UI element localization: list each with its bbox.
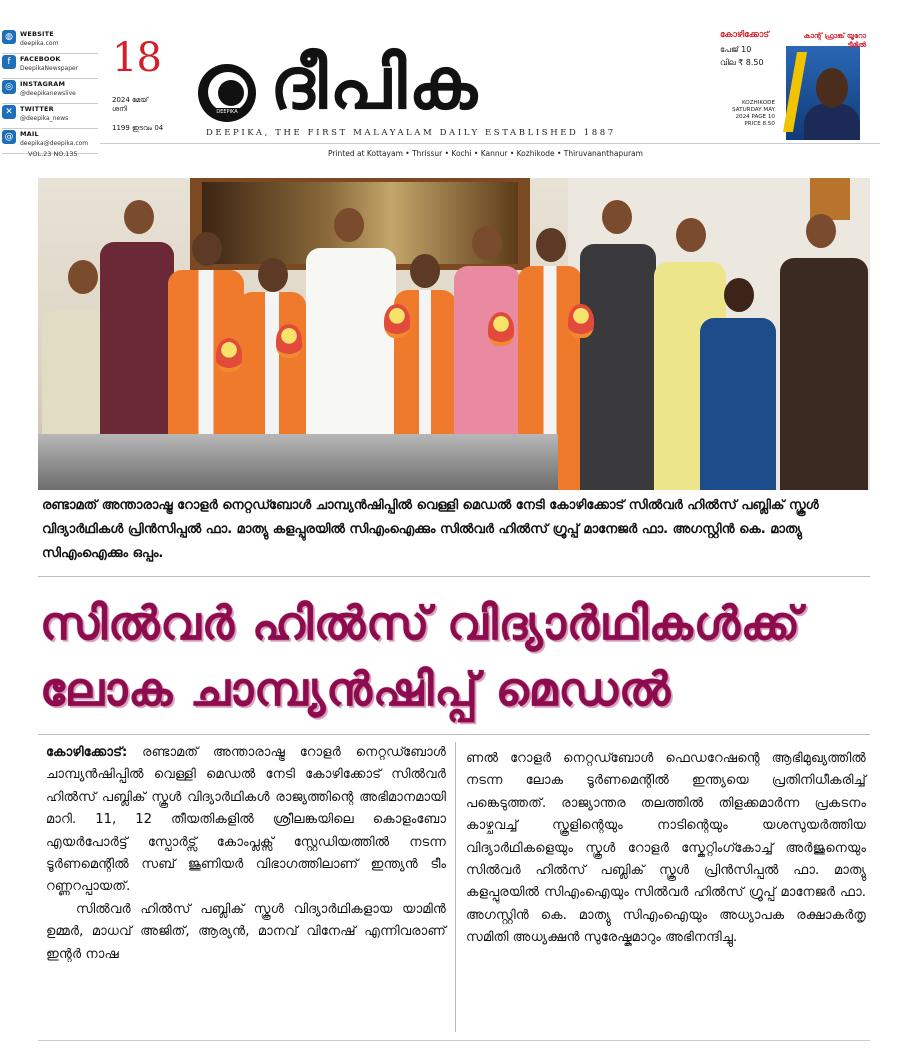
page-bottom-rule <box>38 1040 870 1041</box>
promo-title: കാന്റ് ഫ്രാങ്ക് യൂറോ ടീമിൽ <box>803 32 866 49</box>
social-item-twitter[interactable] <box>2 105 98 129</box>
article-column-2 <box>466 748 866 950</box>
date-malayalam: 2024 മേയ് ശനി <box>112 96 148 113</box>
headline-line-1: സിൽവർ ഹിൽസ് വിദ്യാർഥികൾക്ക് <box>40 596 801 650</box>
article-dateline: കോഴിക്കോട്: <box>46 745 128 760</box>
day-number: 18 <box>112 35 161 81</box>
headline-divider <box>38 734 870 735</box>
social-item-instagram[interactable] <box>2 80 98 104</box>
caption-divider <box>38 576 870 577</box>
volume-number: VOL.23 NO.135 <box>28 150 78 158</box>
promo-player-head <box>816 68 848 108</box>
paragraph-text: രണ്ടാമത് അന്താരാഷ്ട്ര റോളർ നെറ്റഡ്ബോൾ ചാമ്പ്യൻഷിപ്പിൽ വെള്ളി മെഡൽ നേടി കോഴിക്കോട് സിൽവർ ഹിൽസ് പബ്ലിക് സ്കൂൾ വിദ്യാർഥികൾ രാജ്യത്തിന്റെ അഭിമാനമായി മാറി. 11, 12 തീയതികളിൽ ശ്രീലങ്കയിലെ കൊളംബോ എയർപോർട്ട് സ്പോർട്സ് കോംപ്ലക്സ് സ്റ്റേഡിയത്തിൽ നടന്ന ടൂർണമെന്റിൽ സബ് ജൂണിയർ വിഭാഗത്തിലാണ് ഇന്ത്യൻ ടീം റണ്ണറപ്പായത്. <box>46 745 446 895</box>
column-divider <box>455 742 456 1032</box>
flower-bouquet <box>568 304 594 338</box>
person <box>776 214 870 490</box>
flower-bouquet <box>488 312 514 346</box>
person <box>698 278 778 490</box>
issue-date <box>112 36 176 133</box>
deepika-emblem-logo <box>198 64 256 122</box>
social-value: @deepika_news <box>20 115 69 122</box>
social-label: TWITTER <box>20 105 54 113</box>
flower-bouquet <box>276 324 302 358</box>
social-label: MAIL <box>20 130 39 138</box>
edition-page: പേജ് 10 <box>720 45 752 54</box>
article-paragraph: ണൽ റോളർ നെറ്റഡ്ബോൾ ഫെഡറേഷന്റെ ആഭിമുഖ്യത്തിൽ നടന്ന ലോക ടൂർണമെന്റിൽ ഇന്ത്യയെ പ്രതിനിധീകരിച്ച് പങ്കെടുത്തത്. രാജ്യാന്തര തലത്തിൽ തിളക്കമാർന്ന പ്രകടനം കാഴ്ചവച്ച് സ്കൂളിന്റെയും നാടിന്റെയും യശസുയർത്തിയ വിദ്യാർഥികളെയും സ്കൂൾ റോളർ സ്കേറ്റിംഗ്കോച്ച് അർജുനെയും സിൽവർ ഹിൽസ് പബ്ലിക് സ്കൂൾ പ്രിൻസിപ്പൽ ഫാ. മാത്യു കളപ്പുരയിൽ സിഎംഐയും സിൽവർ ഹിൽസ് ഗ്രൂപ്പ് മാനേജർ ഫാ. അഗസ്റ്റിൻ കെ. മാത്യു സിഎംഐയും അധ്യാപക രക്ഷാകർതൃ സമിതി അധ്യക്ഷൻ സുരേഷ്കുമാറും അഭിനന്ദിച്ചു. <box>466 751 866 946</box>
headline-line-2: ലോക ചാമ്പ്യൻഷിപ്പ് മെഡൽ <box>40 662 672 716</box>
newspaper-nameplate: ദീപിക <box>270 41 480 125</box>
masthead <box>0 0 900 168</box>
printed-at-line: Printed at Kottayam • Thrissur • Kochi • Kannur • Kozhikode • Thiruvananthapuram <box>328 149 643 158</box>
masthead-divider <box>100 143 880 144</box>
person <box>578 200 658 490</box>
social-value: DeepikaNewspaper <box>20 65 79 72</box>
group-photo <box>38 178 870 490</box>
article-headline <box>40 590 870 722</box>
social-links <box>2 30 98 155</box>
twitter-icon: ✕ <box>2 105 16 119</box>
promo-player-body <box>804 104 860 140</box>
edition-city: കോഴിക്കോട് <box>720 30 770 40</box>
globe-icon: ◍ <box>2 30 16 44</box>
article-paragraph: സിൽവർ ഹിൽസ് പബ്ലിക് സ്കൂൾ വിദ്യാർഥികളായ യാമിൻ ഉമ്മർ, മാധവ് അജിത്, ആര്യൻ, മാനവ് വിനേഷ് എന്നിവരാണ് ഇന്റർ നാഷ <box>46 901 446 962</box>
social-label: WEBSITE <box>20 30 54 38</box>
sports-promo[interactable] <box>780 30 880 146</box>
edition-price: വില ₹ 8.50 <box>720 58 764 67</box>
facebook-icon: f <box>2 55 16 69</box>
nameplate-tagline: DEEPIKA, THE FIRST MALAYALAM DAILY ESTABLISHED 1887 <box>206 128 616 138</box>
malayalam-era-date: 1199 ഇടവം 04 <box>112 124 164 132</box>
flower-bouquet <box>384 304 410 338</box>
flower-bouquet <box>216 338 242 372</box>
article-paragraph <box>46 742 446 899</box>
social-value: deepika.com <box>20 40 59 47</box>
edition-info-english: KOZHIKODE SATURDAY MAY 2024 PAGE 10 PRICE 8.50 <box>732 100 775 127</box>
social-value: deepika@deepika.com <box>20 140 89 147</box>
social-value: @deepikanewslive <box>20 90 76 97</box>
glass-desk <box>38 434 558 490</box>
article-column-1 <box>46 742 446 966</box>
instagram-icon: ◎ <box>2 80 16 94</box>
photo-caption: രണ്ടാമത് അന്താരാഷ്ട്ര റോളർ നെറ്റഡ്ബോൾ ചാമ്പ്യൻഷിപ്പിൽ വെള്ളി മെഡൽ നേടി കോഴിക്കോട് സിൽവർ ഹിൽസ് പബ്ലിക് സ്കൂൾ വിദ്യാർഥികൾ പ്രിൻസിപ്പൽ ഫാ. മാത്യു കളപ്പുരയിൽ സിഎംഐക്കും സിൽവർ ഹിൽസ് ഗ്രൂപ്പ് മാനേജർ ഫാ. അഗസ്റ്റിൻ കെ. മാത്യു സിഎംഐക്കും ഒപ്പം. <box>42 498 819 561</box>
edition-info <box>720 30 782 68</box>
social-label: FACEBOOK <box>20 55 61 63</box>
social-item-website[interactable] <box>2 30 98 54</box>
social-item-facebook[interactable] <box>2 55 98 79</box>
mail-icon: @ <box>2 130 16 144</box>
social-label: INSTAGRAM <box>20 80 66 88</box>
emblem-label: DEEPIKA <box>202 108 252 116</box>
